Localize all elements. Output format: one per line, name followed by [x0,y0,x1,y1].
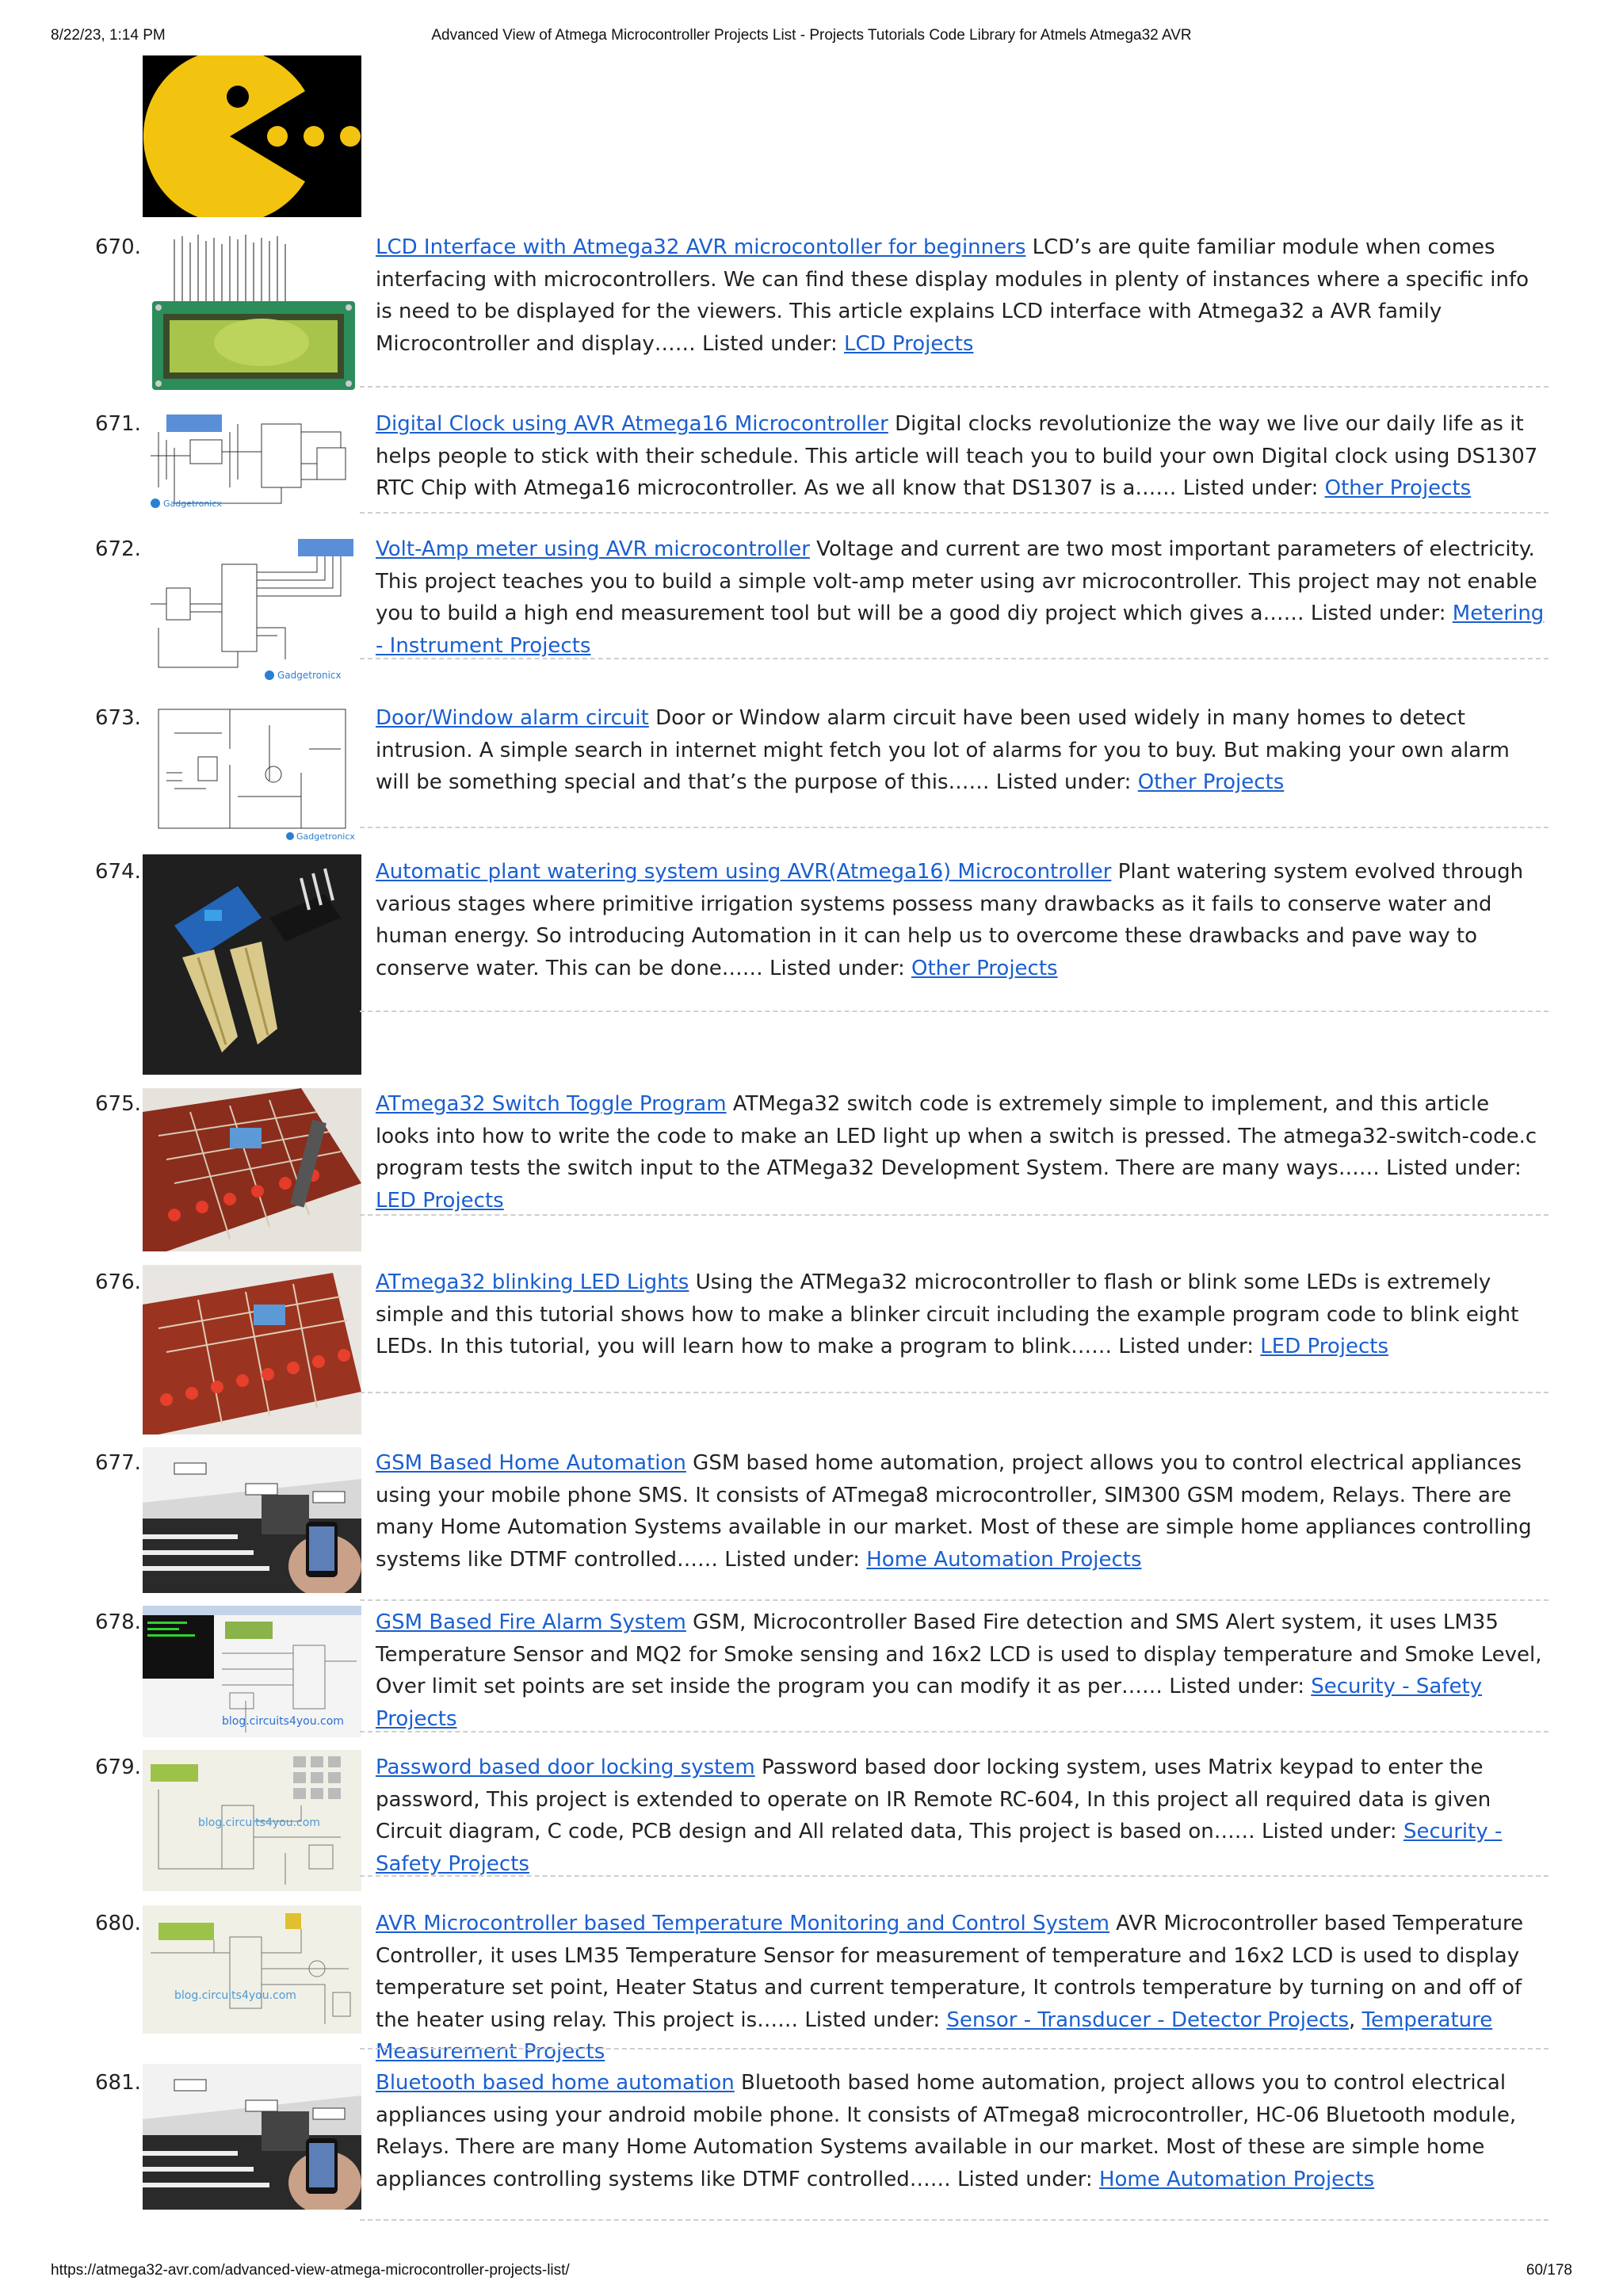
entry-text [376,1088,1549,1217]
entry-number: 678. [95,1610,141,1634]
project-description: Password based door locking system, uses Matrix keypad to enter the password, This project is extended to operate on IR Remote RC-604, In this project all required data is given Circuit diagram, C code, PCB design and All related data, This project is based on…… Listed under: [376,1755,1491,1843]
volt-amp-schematic-thumbnail [143,533,361,685]
entry-text [376,1908,1549,2069]
temperature-control-thumbnail [143,1905,361,2034]
project-title-link[interactable]: Digital Clock using AVR Atmega16 Microcontroller [376,412,888,436]
category-link[interactable]: Other Projects [1137,770,1285,794]
project-title-link[interactable]: Bluetooth based home automation [376,2071,735,2095]
entry-number: 679. [95,1755,141,1779]
category-link[interactable]: LED Projects [1260,1335,1388,1358]
category-link[interactable]: Security - Safety Projects [376,1820,1503,1876]
door-alarm-schematic-thumbnail [143,701,361,844]
project-description: GSM based home automation, project allows you to control electrical appliances using your mobile phone SMS. It consists of ATmega8 microcontroller, SIM300 GSM modem, Relays. There are many Home Automation Systems available in our market. Most of these are simple home appliances controlling systems like DTMF controlled…… Listed under: [376,1451,1532,1572]
entry-text [376,1606,1549,1735]
lcd-module-thumbnail [143,231,361,395]
project-description: ATMega32 switch code is extremely simple to implement, and this article looks into how to write the code to make an LED light up when a switch is pressed. The atmega32-switch-code.c program tests the switch input to the ATMega32 Development System. There are many ways…… Listed under: [376,1092,1537,1180]
project-description: Voltage and current are two most important parameters of electricity. This project teaches you to build a simple volt-amp meter using avr microcontroller. This project may not enable you to build a high end measurement tool but will be a good diy project which gives a…… Listed under: [376,537,1537,625]
project-description: Door or Window alarm circuit have been used widely in many homes to detect intrusion. A simple search in internet might fetch you lot of alarms for you to buy. But making your own alarm will be something special and that’s the purpose of this…… Listed under: [376,706,1510,794]
entry-number: 675. [95,1092,141,1116]
entry-text [376,533,1549,662]
separator [360,1731,1549,1733]
svg-text:blog.circuits4you.com: blog.circuits4you.com [198,1817,320,1829]
print-date: 8/22/23, 1:14 PM [51,27,166,44]
separator [360,2048,1549,2050]
category-link[interactable]: Temperature Measurement Projects [376,2008,1493,2064]
page-number: 60/178 [1526,2262,1572,2279]
entry-text [376,408,1549,505]
entry-number: 681. [95,2071,141,2095]
category-link[interactable]: Sensor - Transducer - Detector Projects [946,2008,1350,2032]
project-description: Using the ATMega32 microcontroller to flash or blink some LEDs is extremely simple and this tutorial shows how to make a blinker circuit including the example program code to blink eight LEDs. In this tutorial, you will learn how to make a program to blink…… Listed under: [376,1270,1519,1358]
separator [360,658,1549,659]
entry-text [376,702,1549,799]
entry-text [376,2067,1549,2195]
entry-number: 677. [95,1451,141,1475]
project-description: Plant watering system evolved through various stages where primitive irrigation systems possess many drawbacks as it fails to conserve water and human energy. So introducing Automation in it can help us to overcome these drawbacks and pave way to conserve water. This can be done…… Listed under: [376,860,1524,980]
project-title-link[interactable]: Door/Window alarm circuit [376,706,649,730]
category-link[interactable]: Other Projects [1324,476,1472,500]
svg-text:Gadgetronicx: Gadgetronicx [277,670,342,681]
password-lock-thumbnail [143,1750,361,1891]
svg-text:blog.circuits4you.com: blog.circuits4you.com [222,1715,344,1728]
entry-text [376,856,1549,984]
category-link[interactable]: LED Projects [376,1188,504,1213]
svg-text:Gadgetronicx: Gadgetronicx [163,499,222,509]
project-title-link[interactable]: AVR Microcontroller based Temperature Monitoring and Control System [376,1912,1109,1935]
project-description: Bluetooth based home automation, project allows you to control electrical appliances using your android mobile phone. It consists of ATmega8 microcontroller, HC-06 Bluetooth module, Relays. There are many Home Automation Systems available in our market. Most of these are simple home appliances controlling systems like DTMF controlled…… Listed under: [376,2071,1517,2191]
separator [360,512,1549,514]
category-link[interactable]: Metering - Instrument Projects [376,602,1545,658]
category-link[interactable]: Other Projects [911,956,1058,980]
separator [360,386,1549,388]
bluetooth-home-automation-thumbnail [143,2064,361,2210]
digital-clock-schematic-thumbnail [143,408,361,511]
entry-number: 673. [95,706,141,730]
separator [360,1214,1549,1216]
project-title-link[interactable]: LCD Interface with Atmega32 AVR microcontoller for beginners [376,235,1026,259]
project-title-link[interactable]: Password based door locking system [376,1755,755,1779]
project-description: GSM, Microcontroller Based Fire detection and SMS Alert system, it uses LM35 Temperature Sensor and MQ2 for Smoke sensing and 16x2 LCD is used to display temperature and Smoke Level, Over limit set points are set inside the program you can modify it as per…… Listed under: [376,1610,1542,1698]
entry-text [376,1266,1549,1363]
separator [360,1392,1549,1393]
category-link[interactable]: LCD Projects [843,331,974,356]
project-title-link[interactable]: Automatic plant watering system using AVR(Atmega16) Microcontroller [376,860,1112,884]
blinking-led-board-thumbnail [143,1265,361,1435]
separator [360,827,1549,828]
entry-text [376,1447,1549,1576]
soil-moisture-sensor-thumbnail [143,854,361,1075]
entry-number: 671. [95,412,141,436]
category-link[interactable]: Home Automation Projects [866,1547,1142,1572]
svg-text:blog.circuits4you.com: blog.circuits4you.com [174,1989,296,2002]
project-title-link[interactable]: Volt-Amp meter using AVR microcontroller [376,537,810,561]
entry-number: 672. [95,537,141,561]
gsm-home-automation-thumbnail [143,1447,361,1593]
entry-number: 674. [95,860,141,884]
separator [360,1010,1549,1012]
svg-text:Gadgetronicx: Gadgetronicx [296,831,355,842]
separator [360,1599,1549,1601]
project-title-link[interactable]: GSM Based Home Automation [376,1451,686,1475]
category-link[interactable]: Security - Safety Projects [376,1675,1483,1731]
project-title-link[interactable]: ATmega32 Switch Toggle Program [376,1092,727,1116]
pacman-thumbnail [143,55,361,217]
project-description: Digital clocks revolutionize the way we live our daily life as it helps people to stick with their schedule. This article will teach you to build your own Digital clock using DS1307 RTC Chip with Atmega16 microcontroller. As we all know that DS1307 is a…… Listed under: [376,412,1538,500]
entry-text [376,1752,1549,1880]
entry-number: 680. [95,1912,141,1935]
project-description: LCD’s are quite familiar module when comes interfacing with microcontrollers. We can find these display modules in plenty of instances where a specific info is need to be displayed for the viewers. This article explains LCD interface with Atmega32 a AVR family Microcontroller and display…… Listed under: [376,235,1529,356]
project-title-link[interactable]: ATmega32 blinking LED Lights [376,1270,689,1294]
print-url: https://atmega32-avr.com/advanced-view-atmega-microcontroller-projects-list/ [51,2262,570,2279]
entry-text [376,231,1549,360]
print-title: Advanced View of Atmega Microcontroller Projects List - Projects Tutorials Code Library for Atmels Atmega32 AVR [431,27,1192,44]
entry-number: 676. [95,1270,141,1294]
project-description: AVR Microcontroller based Temperature Controller, it uses LM35 Temperature Sensor for measurement of temperature and 16x2 LCD is used to display temperature set point, Heater Status and current temperature, It controls temperature by turning on and off of the heater using relay. This project is…… Listed under: [376,1912,1524,2032]
switch-board-thumbnail [143,1088,361,1251]
category-separator: , [1349,2008,1362,2032]
separator [360,2219,1549,2221]
project-title-link[interactable]: GSM Based Fire Alarm System [376,1610,686,1634]
separator [360,1875,1549,1877]
entry-number: 670. [95,235,141,259]
gsm-fire-alarm-thumbnail [143,1606,361,1737]
category-link[interactable]: Home Automation Projects [1098,2167,1375,2191]
